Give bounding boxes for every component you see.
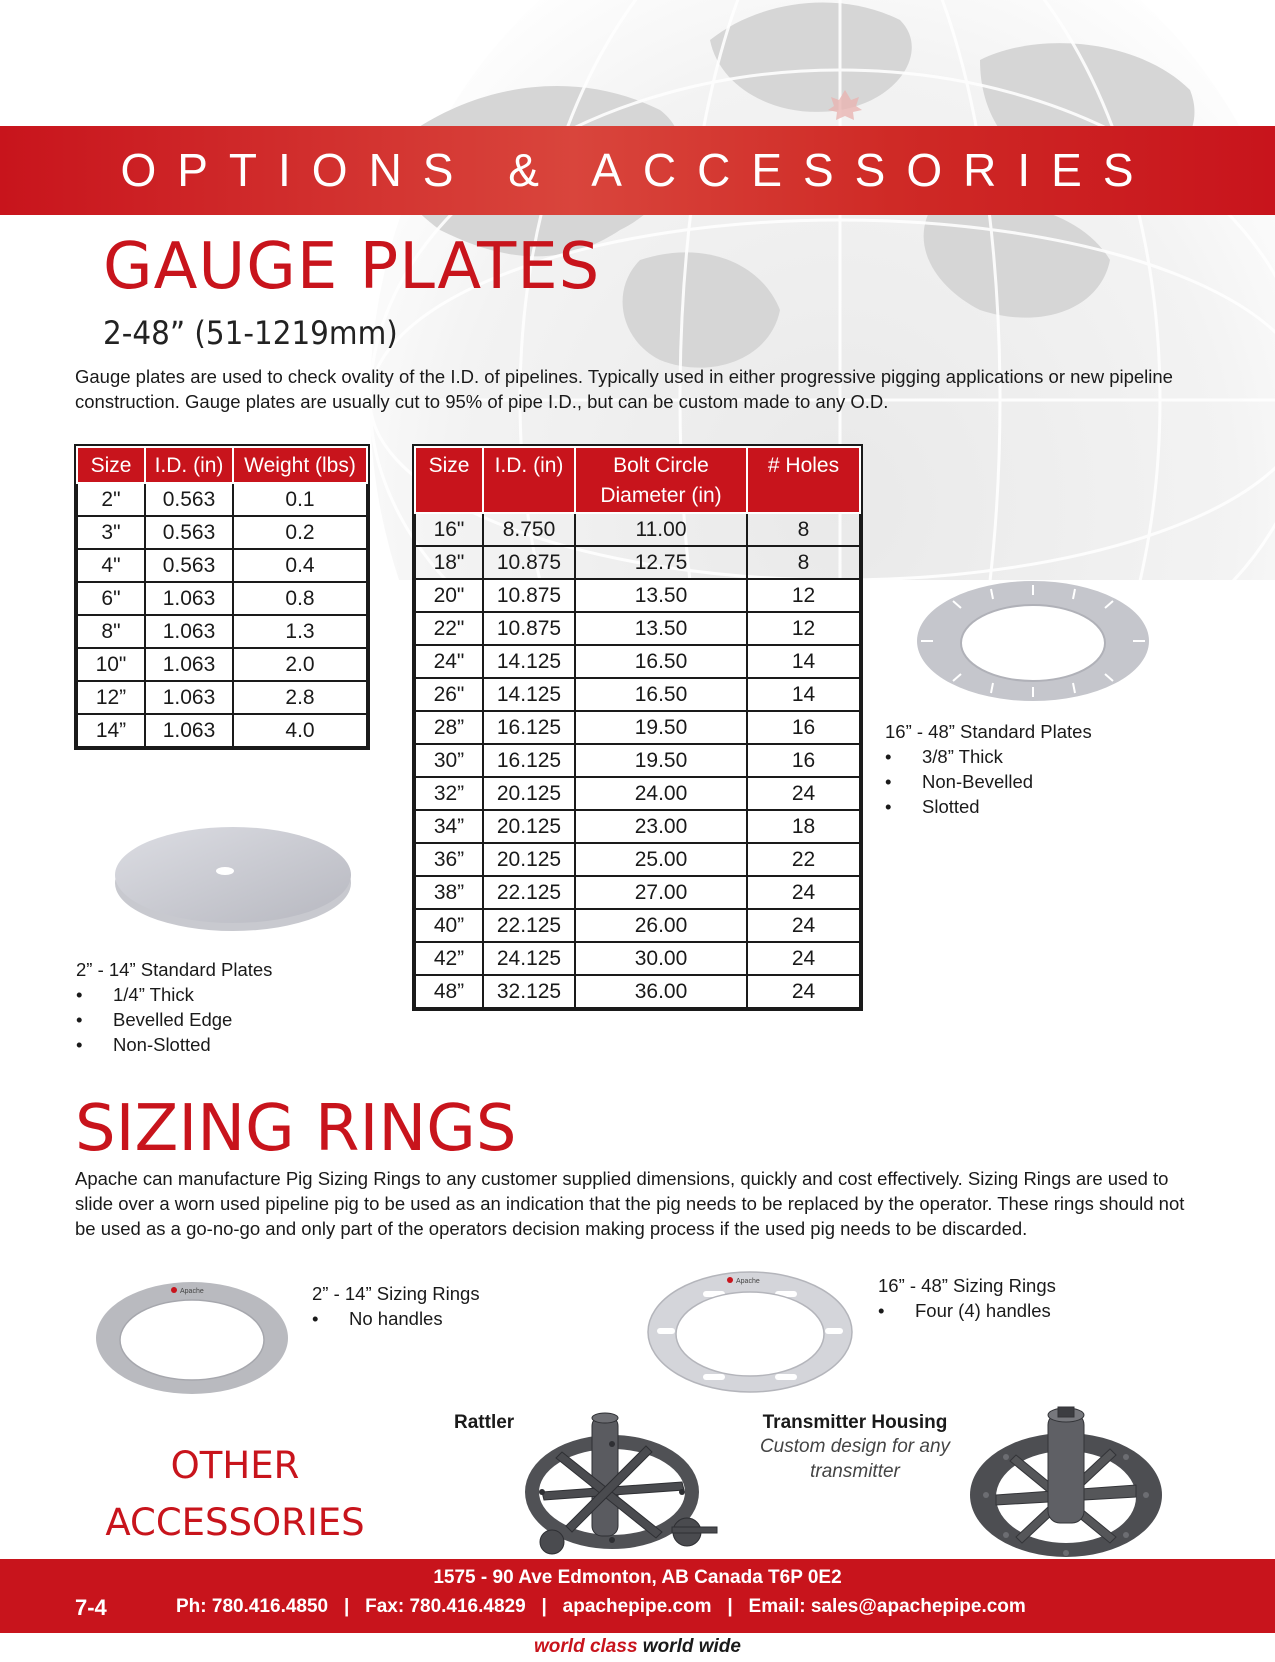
table-cell: 10.875 bbox=[483, 612, 575, 645]
table-cell: 26.00 bbox=[575, 909, 747, 942]
table-header-cell: Weight (lbs) bbox=[233, 447, 367, 483]
table-cell: 28” bbox=[415, 711, 483, 744]
title-line: OTHER bbox=[170, 1444, 300, 1487]
table-cell: 24 bbox=[747, 942, 860, 975]
table-row bbox=[415, 810, 860, 843]
table-cell: 1.063 bbox=[145, 681, 233, 714]
other-accessories-title bbox=[100, 1437, 370, 1551]
note-title: 16” - 48” Standard Plates bbox=[885, 721, 1092, 742]
table-cell: 20" bbox=[415, 579, 483, 612]
note-list bbox=[76, 982, 272, 1057]
transmitter-title: Transmitter Housing bbox=[762, 1412, 948, 1433]
list-item: • 3/8” Thick bbox=[885, 744, 1092, 769]
table-header-cell: Bolt Circle Diameter (in) bbox=[575, 447, 747, 513]
transmitter-caption-line: Custom design for any bbox=[759, 1436, 951, 1457]
note-list bbox=[312, 1306, 480, 1331]
table-row bbox=[415, 843, 860, 876]
table-cell: 3" bbox=[77, 516, 145, 549]
table-row bbox=[77, 516, 367, 549]
table-row bbox=[415, 975, 860, 1008]
table-cell: 42” bbox=[415, 942, 483, 975]
table-row bbox=[415, 942, 860, 975]
table-header-row bbox=[415, 447, 860, 513]
table-row bbox=[415, 909, 860, 942]
table-row bbox=[77, 615, 367, 648]
table-cell: 4" bbox=[77, 549, 145, 582]
table-cell: 8.750 bbox=[483, 513, 575, 546]
table-cell: 4.0 bbox=[233, 714, 367, 747]
table-row bbox=[415, 711, 860, 744]
table-header-cell: # Holes bbox=[747, 447, 860, 513]
tagline-part: world class bbox=[534, 1636, 638, 1657]
table-cell: 24 bbox=[747, 909, 860, 942]
list-item: • Non-Bevelled bbox=[885, 769, 1092, 794]
tagline-part: world wide bbox=[642, 1636, 741, 1657]
table-cell: 25.00 bbox=[575, 843, 747, 876]
table-cell: 16.50 bbox=[575, 678, 747, 711]
table-cell: 24.00 bbox=[575, 777, 747, 810]
table-cell: 19.50 bbox=[575, 744, 747, 777]
table-row bbox=[415, 579, 860, 612]
table-body bbox=[77, 483, 367, 747]
table-cell: 12.75 bbox=[575, 546, 747, 579]
sizing-rings-title: SIZING RINGS bbox=[75, 1092, 517, 1166]
table-cell: 40” bbox=[415, 909, 483, 942]
table-cell: 48” bbox=[415, 975, 483, 1008]
large-plates-note bbox=[885, 719, 1092, 819]
footer-contact: Ph: 780.416.4850 | Fax: 780.416.4829 | apachepipe.com | Email: sales@apachepipe.com bbox=[176, 1596, 1026, 1617]
sizing-rings-description: Apache can manufacture Pig Sizing Rings to any customer supplied dimensions, quickly and cost effectively. Sizing Rings are used to slide over a worn used pipeline pig to be used as an indication that the pig needs to be replaced by the operator. These rings should not be used as a go-no-go and only part of the operators decision making process if the used pig needs to be discarded. bbox=[75, 1168, 1185, 1239]
table-cell: 22" bbox=[415, 612, 483, 645]
table-cell: 0.2 bbox=[233, 516, 367, 549]
table-cell: 23.00 bbox=[575, 810, 747, 843]
table-cell: 30.00 bbox=[575, 942, 747, 975]
title-line: ACCESSORIES bbox=[105, 1501, 365, 1544]
table-cell: 24.125 bbox=[483, 942, 575, 975]
table-cell: 24 bbox=[747, 876, 860, 909]
table-cell: 30” bbox=[415, 744, 483, 777]
list-item: • Non-Slotted bbox=[76, 1032, 272, 1057]
list-item: • Four (4) handles bbox=[878, 1298, 1056, 1323]
table-cell: 0.1 bbox=[233, 483, 367, 516]
table-cell: 32.125 bbox=[483, 975, 575, 1008]
table-cell: 0.563 bbox=[145, 516, 233, 549]
table-cell: 1.063 bbox=[145, 648, 233, 681]
table-cell: 36” bbox=[415, 843, 483, 876]
table-cell: 0.563 bbox=[145, 483, 233, 516]
table-cell: 1.063 bbox=[145, 582, 233, 615]
transmitter-housing-label bbox=[720, 1412, 990, 1484]
note-title: 2” - 14” Standard Plates bbox=[76, 959, 273, 980]
note-list bbox=[878, 1298, 1056, 1323]
table-cell: 16.50 bbox=[575, 645, 747, 678]
page-number: 7-4 bbox=[75, 1595, 107, 1620]
table-cell: 8 bbox=[747, 513, 860, 546]
footer-bar bbox=[0, 1559, 1275, 1633]
table-cell: 22.125 bbox=[483, 876, 575, 909]
table-cell: 16.125 bbox=[483, 711, 575, 744]
table-cell: 32” bbox=[415, 777, 483, 810]
table-row bbox=[415, 744, 860, 777]
note-list bbox=[885, 744, 1092, 819]
table-cell: 0.4 bbox=[233, 549, 367, 582]
list-item: • No handles bbox=[312, 1306, 480, 1331]
transmitter-housing-image bbox=[966, 1405, 1166, 1560]
table-cell: 14 bbox=[747, 645, 860, 678]
table-header-cell: Size bbox=[415, 447, 483, 513]
small-plates-note bbox=[76, 957, 272, 1057]
table-row bbox=[77, 483, 367, 516]
table-row bbox=[77, 648, 367, 681]
table-cell: 20.125 bbox=[483, 777, 575, 810]
table-cell: 10" bbox=[77, 648, 145, 681]
table-row bbox=[77, 714, 367, 747]
table-cell: 2.8 bbox=[233, 681, 367, 714]
table-cell: 12 bbox=[747, 579, 860, 612]
table-row bbox=[415, 546, 860, 579]
footer-address: 1575 - 90 Ave Edmonton, AB Canada T6P 0E2 bbox=[433, 1567, 842, 1588]
table-cell: 2.0 bbox=[233, 648, 367, 681]
table-cell: 27.00 bbox=[575, 876, 747, 909]
table-cell: 22 bbox=[747, 843, 860, 876]
table-cell: 0.563 bbox=[145, 549, 233, 582]
table-row bbox=[415, 612, 860, 645]
table-cell: 16 bbox=[747, 711, 860, 744]
list-item: • 1/4” Thick bbox=[76, 982, 272, 1007]
table-cell: 34” bbox=[415, 810, 483, 843]
table-row bbox=[415, 513, 860, 546]
table-cell: 8 bbox=[747, 546, 860, 579]
table-cell: 6" bbox=[77, 582, 145, 615]
table-row bbox=[415, 645, 860, 678]
table-row bbox=[415, 678, 860, 711]
list-item: • Slotted bbox=[885, 794, 1092, 819]
table-cell: 0.8 bbox=[233, 582, 367, 615]
table-cell: 16 bbox=[747, 744, 860, 777]
rattler-image bbox=[522, 1412, 722, 1562]
table-cell: 20.125 bbox=[483, 843, 575, 876]
small-gauge-plate-table bbox=[76, 446, 368, 748]
table-cell: 16.125 bbox=[483, 744, 575, 777]
ring-logo-text: Apache bbox=[736, 1278, 760, 1285]
table-row bbox=[77, 582, 367, 615]
table-cell: 1.3 bbox=[233, 615, 367, 648]
table-cell: 11.00 bbox=[575, 513, 747, 546]
table-cell: 24" bbox=[415, 645, 483, 678]
small-gauge-plate-image bbox=[108, 817, 358, 937]
table-cell: 12 bbox=[747, 612, 860, 645]
table-cell: 18 bbox=[747, 810, 860, 843]
large-rings-note bbox=[878, 1273, 1056, 1323]
table-cell: 24 bbox=[747, 975, 860, 1008]
table-cell: 1.063 bbox=[145, 615, 233, 648]
table-cell: 14 bbox=[747, 678, 860, 711]
table-row bbox=[415, 876, 860, 909]
table-header-row bbox=[77, 447, 367, 483]
gauge-plates-description: Gauge plates are used to check ovality of the I.D. of pipelines. Typically used in either progressive pigging applications or new pipeline construction. Gauge plates are usually cut to 95% of pipe I.D., but can be custom made to any O.D. bbox=[75, 366, 1173, 412]
table-cell: 10.875 bbox=[483, 579, 575, 612]
gauge-plates-subtitle: 2-48” (51-1219mm) bbox=[103, 314, 398, 352]
table-cell: 36.00 bbox=[575, 975, 747, 1008]
large-gauge-plate-image bbox=[913, 575, 1153, 705]
table-cell: 14” bbox=[77, 714, 145, 747]
note-title: 2” - 14” Sizing Rings bbox=[312, 1283, 480, 1304]
table-cell: 22.125 bbox=[483, 909, 575, 942]
table-cell: 38” bbox=[415, 876, 483, 909]
table-cell: 18" bbox=[415, 546, 483, 579]
small-rings-note bbox=[312, 1281, 480, 1331]
table-cell: 13.50 bbox=[575, 612, 747, 645]
table-cell: 12” bbox=[77, 681, 145, 714]
section-banner bbox=[0, 126, 1275, 215]
table-cell: 24 bbox=[747, 777, 860, 810]
table-header-cell: I.D. (in) bbox=[145, 447, 233, 483]
small-sizing-ring-image bbox=[92, 1278, 292, 1398]
table-cell: 14.125 bbox=[483, 645, 575, 678]
table-cell: 14.125 bbox=[483, 678, 575, 711]
table-cell: 20.125 bbox=[483, 810, 575, 843]
list-item: • Bevelled Edge bbox=[76, 1007, 272, 1032]
table-cell: 8" bbox=[77, 615, 145, 648]
table-cell: 13.50 bbox=[575, 579, 747, 612]
footer-tagline bbox=[0, 1636, 1275, 1658]
banner-title: OPTIONS & ACCESSORIES bbox=[120, 144, 1155, 196]
transmitter-caption-line: transmitter bbox=[810, 1461, 900, 1482]
rattler-label: Rattler bbox=[454, 1412, 515, 1433]
table-cell: 2" bbox=[77, 483, 145, 516]
table-body bbox=[415, 513, 860, 1008]
large-sizing-ring-image bbox=[645, 1270, 855, 1395]
large-gauge-plate-table bbox=[414, 446, 861, 1009]
table-cell: 16" bbox=[415, 513, 483, 546]
table-row bbox=[77, 681, 367, 714]
table-cell: 1.063 bbox=[145, 714, 233, 747]
table-cell: 26" bbox=[415, 678, 483, 711]
gauge-plates-title: GAUGE PLATES bbox=[103, 230, 601, 304]
table-header-cell: Size bbox=[77, 447, 145, 483]
table-cell: 19.50 bbox=[575, 711, 747, 744]
table-row bbox=[415, 777, 860, 810]
table-row bbox=[77, 549, 367, 582]
table-cell: 10.875 bbox=[483, 546, 575, 579]
ring-logo-text: Apache bbox=[180, 1288, 204, 1295]
note-title: 16” - 48” Sizing Rings bbox=[878, 1275, 1056, 1296]
table-header-cell: I.D. (in) bbox=[483, 447, 575, 513]
